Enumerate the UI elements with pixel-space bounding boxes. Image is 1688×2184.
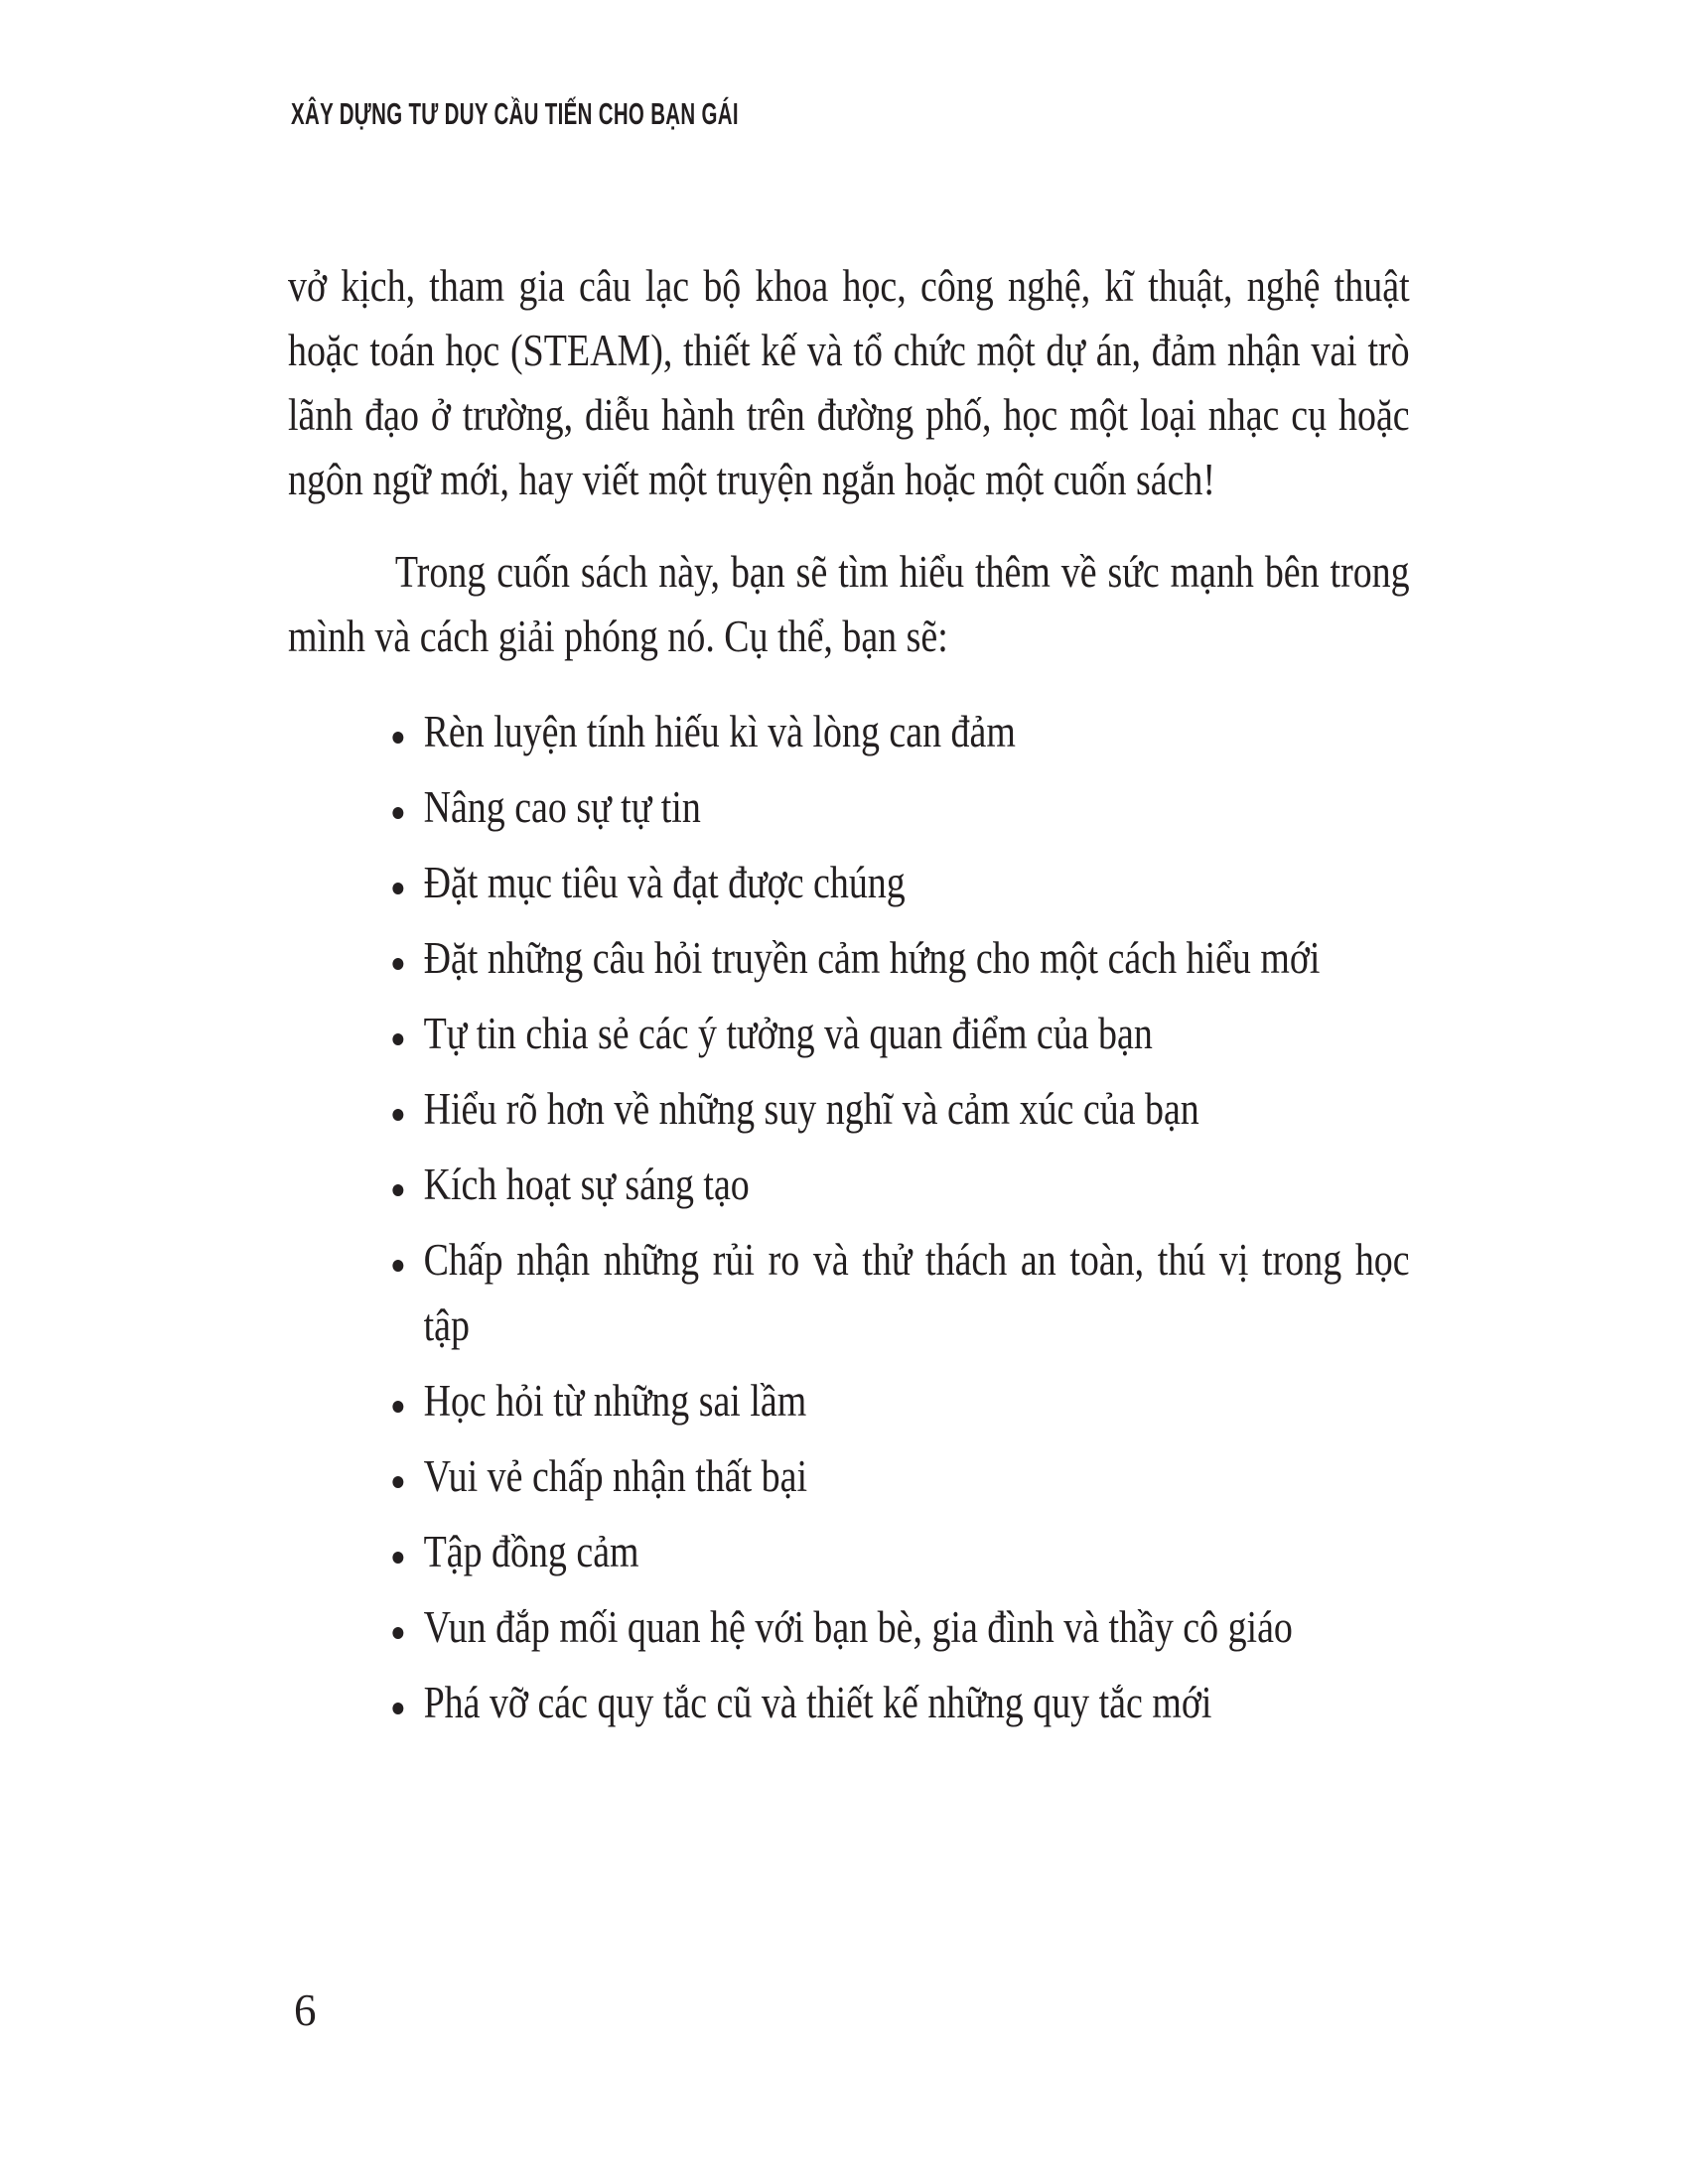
bullet-icon (392, 1627, 403, 1639)
list-item (288, 1227, 1410, 1358)
list-item-text: Phá vỡ các quy tắc cũ và thiết kế những quy tắc mới (423, 1678, 1212, 1727)
page-number: 6 (294, 1985, 317, 2035)
bullet-icon (392, 958, 403, 970)
bullet-icon (392, 732, 403, 744)
bullet-icon (392, 1476, 403, 1488)
list-item (288, 1594, 1410, 1660)
list-item-text: Tự tin chia sẻ các ý tưởng và quan điểm của bạn (423, 1009, 1153, 1058)
bullet-icon (392, 1260, 403, 1272)
bullet-icon (392, 807, 403, 819)
bullet-icon (392, 1703, 403, 1714)
bullet-icon (392, 883, 403, 894)
running-header (291, 96, 739, 132)
list-item-text: Đặt những câu hỏi truyền cảm hứng cho một cách hiểu mới (423, 933, 1321, 983)
bullet-icon (392, 1401, 403, 1413)
list-item-text: Rèn luyện tính hiếu kì và lòng can đảm (423, 707, 1016, 756)
list-item (288, 1076, 1410, 1142)
list-item (288, 1152, 1410, 1217)
list-item (288, 1670, 1410, 1735)
list-item (288, 850, 1410, 915)
list-item (288, 699, 1410, 764)
list-item-text: Tập đồng cảm (423, 1527, 639, 1576)
paragraph-intro: Trong cuốn sách này, bạn sẽ tìm hiểu thêm về sức mạnh bên trong mình và cách giải phóng nó. Cụ thể, bạn sẽ: (288, 547, 1410, 661)
list-item (288, 1443, 1410, 1509)
list-item-text: Chấp nhận những rủi ro và thử thách an toàn, thú vị trong học tập (423, 1235, 1410, 1350)
list-item (288, 774, 1410, 840)
list-item (288, 925, 1410, 991)
bullet-icon (392, 1184, 403, 1196)
list-item-text: Kích hoạt sự sáng tạo (423, 1160, 750, 1209)
bullet-icon (392, 1109, 403, 1121)
paragraph-continued: vở kịch, tham gia câu lạc bộ khoa học, công nghệ, kĩ thuật, nghệ thuật hoặc toán học (STEAM), thiết kế và tổ chức một dự án, đảm nhận vai trò lãnh đạo ở trường, diễu hành trên đường phố, học một loại nhạc cụ hoặc ngôn ngữ mới, hay viết một truyện ngắn hoặc một cuốn sách! (288, 261, 1410, 504)
bullet-icon (392, 1033, 403, 1045)
running-header-text: XÂY DỰNG TƯ DUY CẦU TIẾN CHO BẠN GÁI (291, 96, 739, 131)
list-item (288, 1519, 1410, 1584)
list-item-text: Nâng cao sự tự tin (423, 782, 701, 832)
list-item-text: Đặt mục tiêu và đạt được chúng (423, 858, 906, 907)
list-item-text: Vui vẻ chấp nhận thất bại (423, 1451, 808, 1501)
bullet-list (288, 699, 1410, 1735)
list-item (288, 1001, 1410, 1066)
list-item-text: Học hỏi từ những sai lầm (423, 1376, 807, 1426)
list-item-text: Hiểu rõ hơn về những suy nghĩ và cảm xúc của bạn (423, 1084, 1199, 1134)
list-item (288, 1368, 1410, 1433)
list-item-text: Vun đắp mối quan hệ với bạn bè, gia đình và thầy cô giáo (423, 1602, 1293, 1652)
bullet-icon (392, 1552, 403, 1564)
text-block (288, 254, 1410, 1745)
